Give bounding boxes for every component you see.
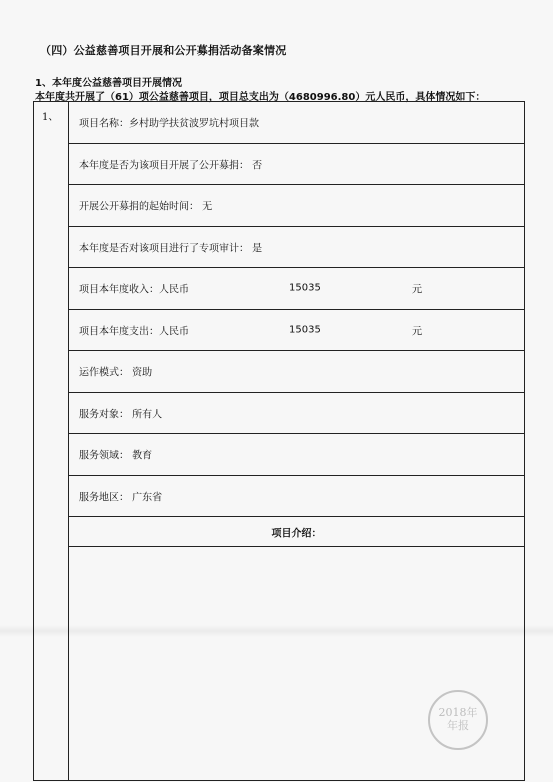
row-intro-heading (69, 517, 524, 547)
expense-unit: 元 (412, 326, 422, 338)
stamp-line2: 年报 (447, 719, 469, 733)
row-project-name (69, 102, 524, 144)
row-special-audit (69, 227, 524, 269)
annual-report-stamp (428, 690, 488, 750)
income-amount: 15035 (289, 282, 321, 294)
section-title: （四）公益慈善项目开展和公开募捐活动备案情况 (40, 44, 287, 57)
row-service-area (69, 476, 524, 518)
index-column (34, 102, 69, 780)
service-field: 服务领域： 教育 (79, 450, 153, 462)
row-service-field (69, 434, 524, 476)
income-label: 项目本年度收入：人民币 (79, 284, 189, 296)
operation-mode: 运作模式： 资助 (79, 367, 153, 379)
subsection-title: 1、本年度公益慈善项目开展情况 (35, 78, 182, 89)
expense-amount: 15035 (289, 324, 321, 336)
expense-label: 项目本年度支出：人民币 (79, 326, 189, 338)
intro-heading: 项目介绍： (271, 528, 322, 539)
project-rows (69, 102, 524, 780)
row-expense (69, 310, 524, 352)
project-table (33, 101, 525, 781)
service-area: 服务地区： 广东省 (79, 492, 163, 504)
row-income (69, 268, 524, 310)
row-fundraising-start (69, 185, 524, 227)
row-public-fundraising (69, 144, 524, 186)
summary-line: 本年度共开展了（61）项公益慈善项目，项目总支出为（4680996.80）元人民币，具体情况如下： (35, 92, 486, 103)
public-fundraising: 本年度是否为该项目开展了公开募捐： 否 (79, 160, 263, 172)
fundraising-start: 开展公开募捐的起始时间： 无 (79, 201, 213, 213)
project-name: 项目名称：乡村助学扶贫波罗坑村项目款 (79, 118, 259, 130)
row-service-target (69, 393, 524, 435)
project-index: 1、 (42, 112, 59, 123)
service-target: 服务对象： 所有人 (79, 409, 163, 421)
stamp-line1: 2018年 (438, 706, 478, 719)
income-unit: 元 (412, 284, 422, 296)
special-audit: 本年度是否对该项目进行了专项审计： 是 (79, 243, 263, 255)
row-operation-mode (69, 351, 524, 393)
